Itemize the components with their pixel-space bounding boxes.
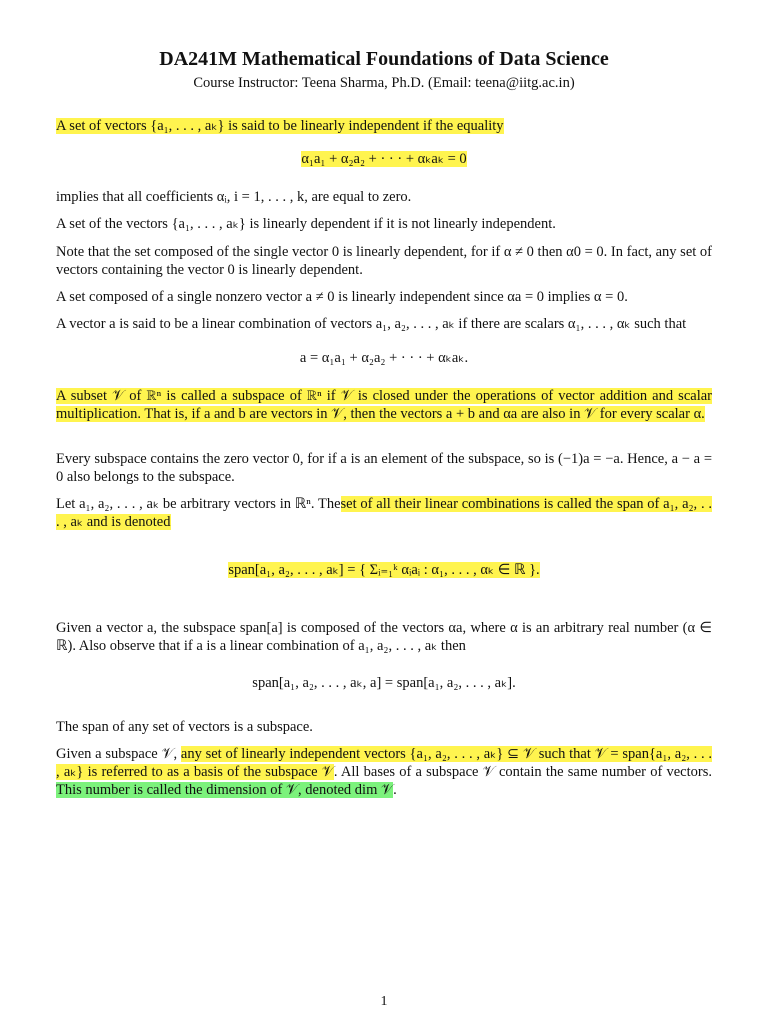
- definition-linear-combination: A vector a is said to be a linear combination of vectors a₁, a₂, . . . , aₖ if there are scalars α₁, . . . , αₖ such that: [56, 316, 687, 332]
- paragraph-zero-in-subspace: Every subspace contains the zero vector 0, for if a is an element of the subspace, so is (−1)a = −a. Hence, a − a = 0 also belongs to the subspace.: [56, 451, 712, 485]
- instructor-line: Course Instructor: Teena Sharma, Ph.D. (Email: teena@iitg.ac.in): [193, 75, 575, 91]
- basis-lead-text: Given a subspace 𝒱,: [56, 746, 178, 762]
- equation-highlight: α₁a₁ + α₂a₂ + · · · + αₖaₖ = 0: [301, 151, 467, 167]
- highlight-linear-independence: A set of vectors {a₁, . . . , aₖ} is said to be linearly independent if the equality: [56, 118, 504, 134]
- equation-a-combination: a = α₁a₁ + α₂a₂ + · · · + αₖaₖ.: [299, 350, 469, 366]
- definition-subspace: [56, 387, 712, 423]
- page-title: DA241M Mathematical Foundations of Data Science: [159, 48, 609, 70]
- paragraph-nonzero-vector: A set composed of a single nonzero vector a ≠ 0 is linearly independent since αa = 0 implies α = 0.: [56, 289, 628, 305]
- highlight-span: set of all their linear combinations is called the span of a₁, a₂, . . . , aₖ and is denoted: [56, 496, 712, 530]
- paragraph-span-vector: Given a vector a, the subspace span[a] is composed of the vectors αa, where α is an arbitrary real number (α ∈ ℝ). Also observe that if a is a linear combination of a₁, a₂, . . . , aₖ then: [56, 620, 712, 654]
- basis-tail-text: . All bases of a subspace 𝒱 contain the same number of vectors.: [333, 764, 712, 780]
- equation-span-definition: [0, 562, 768, 579]
- paragraph-span-subspace: The span of any set of vectors is a subspace.: [56, 719, 313, 735]
- definition-basis: [56, 745, 712, 799]
- equation-span-highlight: span[a₁, a₂, . . . , aₖ] = { Σᵢ₌₁ᵏ αᵢaᵢ : α₁, . . . , αₖ ∈ ℝ }.: [228, 562, 540, 578]
- paragraph-implies: implies that all coefficients αᵢ, i = 1, . . . , k, are equal to zero.: [56, 189, 412, 205]
- equation-linear-combination-zero: [0, 151, 768, 168]
- highlight-subspace: A subset 𝒱 of ℝⁿ is called a subspace of ℝⁿ if 𝒱 is closed under the operations of vector addition and scalar multiplication. That is, if a and b are vectors in 𝒱, then the vectors a + b and αa are also in 𝒱 for every scalar α.: [56, 388, 712, 422]
- definition-linear-dependence: A set of the vectors {a₁, . . . , aₖ} is linearly dependent if it is not linearly independent.: [56, 216, 556, 232]
- equation-span-equal: span[a₁, a₂, . . . , aₖ, a] = span[a₁, a₂, . . . , aₖ].: [252, 675, 516, 691]
- basis-end-period: .: [393, 782, 397, 798]
- definition-linear-independence: [56, 117, 712, 135]
- paragraph-zero-vector: Note that the set composed of the single vector 0 is linearly dependent, for if α ≠ 0 then α0 = 0. In fact, any set of vectors containing the vector 0 is linearly dependent.: [56, 244, 712, 278]
- definition-span: [56, 495, 712, 531]
- page-number: 1: [380, 994, 388, 1009]
- highlight-dimension: This number is called the dimension of 𝒱, denoted dim 𝒱: [56, 782, 394, 798]
- highlight-basis: any set of linearly independent vectors {a₁, a₂, . . . , aₖ} ⊆ 𝒱 such that 𝒱 = span{a₁, a₂, . . . , aₖ} is referred to as a basis of the subspace 𝒱: [56, 746, 713, 780]
- span-lead-text: Let a₁, a₂, . . . , aₖ be arbitrary vectors in ℝⁿ. The: [56, 496, 341, 512]
